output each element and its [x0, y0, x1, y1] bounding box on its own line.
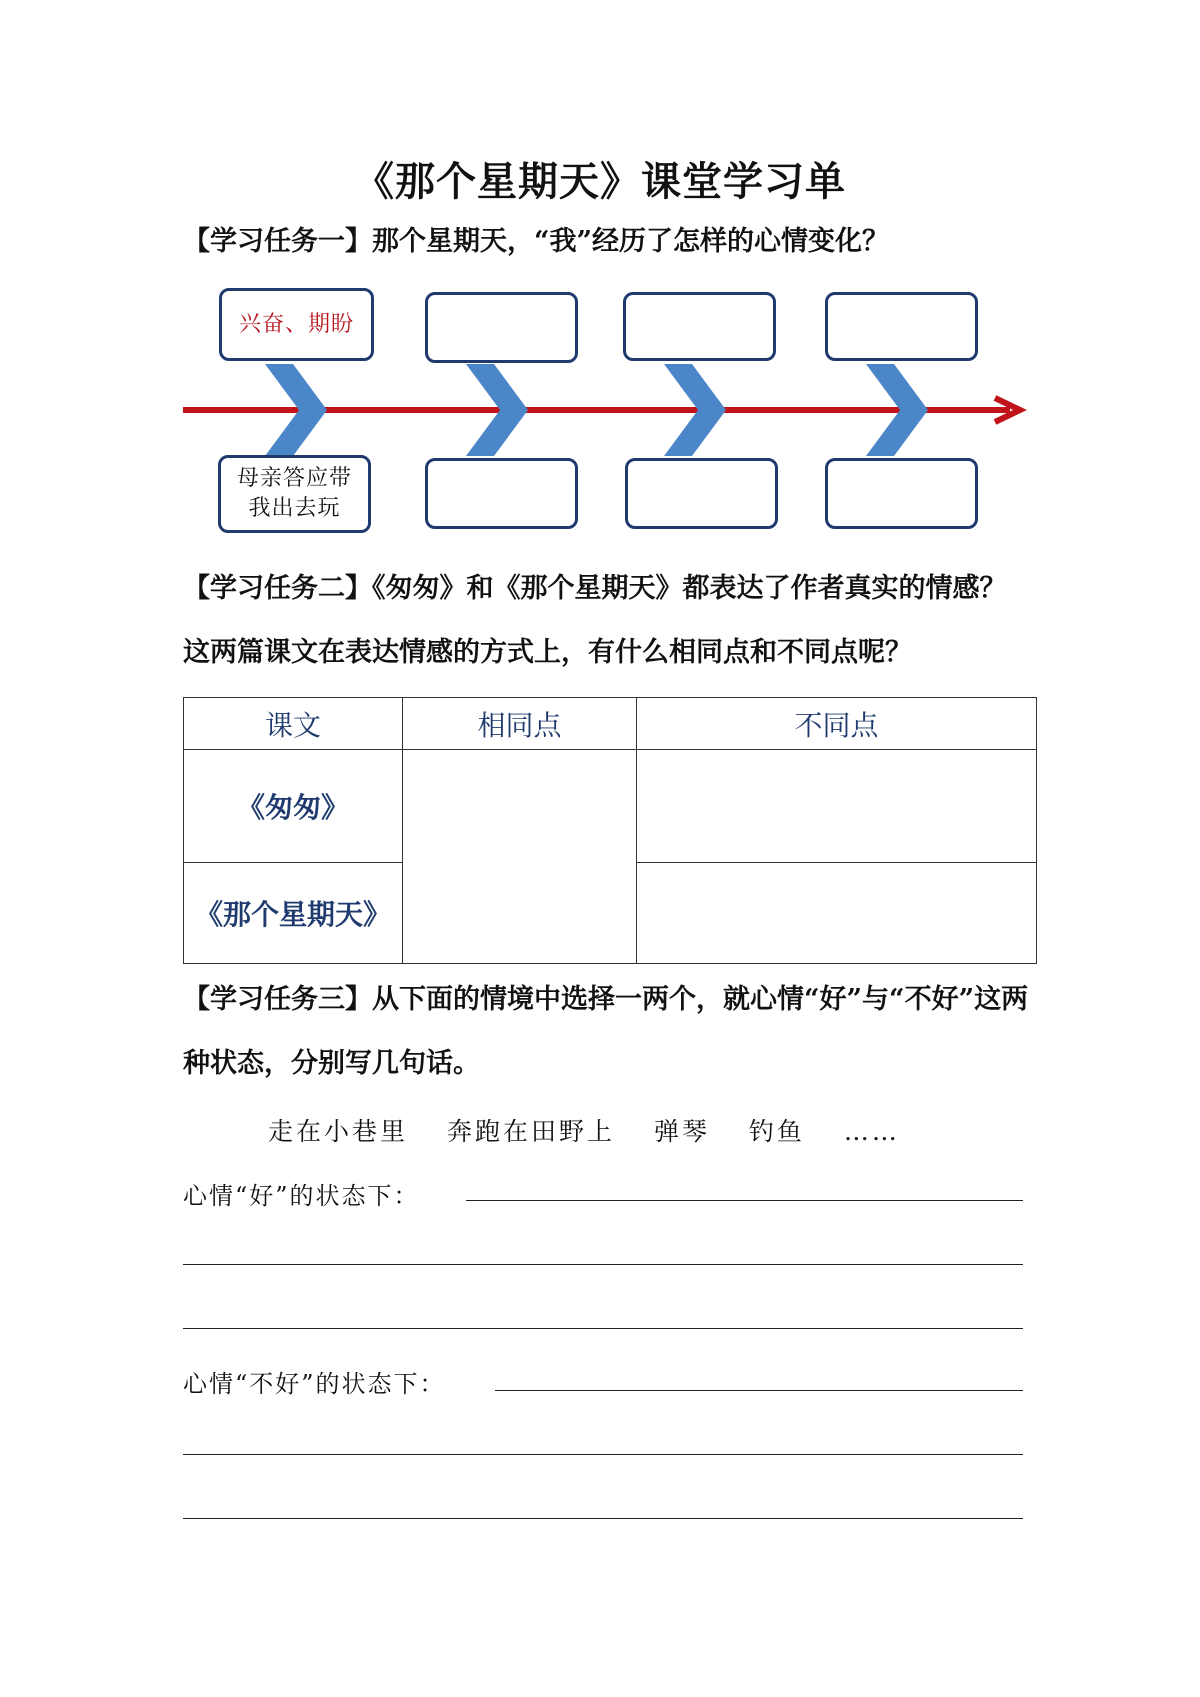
task3-question: 从下面的情境中选择一两个，就心情“好”与“不好”这两种状态，分别写几句话。: [183, 984, 1029, 1079]
bottom-event-box-1-text: 母亲答应带我出去玩: [236, 466, 352, 521]
scene-item: ……: [843, 1117, 900, 1146]
header-similarities: 相同点: [403, 698, 637, 750]
good-mood-label: 心情“好”的状态下：: [183, 1182, 420, 1210]
scene-item: 弹琴: [653, 1117, 710, 1146]
table-header-row: [184, 698, 1037, 750]
top-mood-box-1-text: 兴奋、期盼: [238, 311, 354, 337]
writing-line[interactable]: [183, 1454, 1023, 1455]
top-mood-box-1: [219, 288, 374, 361]
writing-line[interactable]: [183, 1518, 1023, 1519]
comparison-table: [183, 697, 1037, 964]
writing-line[interactable]: [495, 1390, 1023, 1391]
table-row: [184, 750, 1037, 863]
task3-label: 【学习任务三】: [183, 984, 372, 1015]
page-title: 《那个星期天》课堂学习单: [354, 158, 846, 205]
header-differences: 不同点: [637, 698, 1037, 750]
task2-question: 《匆匆》和《那个星期天》都表达了作者真实的情感？这两篇课文在表达情感的方式上，有什么相同点和不同点呢？: [183, 573, 1007, 668]
task2-heading: [183, 557, 1033, 685]
task1-label: 【学习任务一】: [183, 226, 372, 257]
header-text: 课文: [184, 698, 403, 750]
bad-mood-label: 心情“不好”的状态下：: [183, 1370, 446, 1398]
differences-cell-2[interactable]: [637, 863, 1037, 964]
differences-cell-1[interactable]: [637, 750, 1037, 863]
bottom-event-box-3[interactable]: [625, 458, 778, 529]
task2-label: 【学习任务二】: [183, 573, 372, 604]
scene-list: [268, 1112, 928, 1148]
writing-line[interactable]: [466, 1200, 1023, 1201]
row-title-2: 《那个星期天》: [184, 863, 403, 964]
scene-item: 钓鱼: [748, 1117, 805, 1146]
task1-question: 那个星期天，“我”经历了怎样的心情变化？: [372, 226, 890, 257]
writing-line[interactable]: [183, 1328, 1023, 1329]
bottom-event-box-4[interactable]: [825, 458, 978, 529]
writing-line[interactable]: [183, 1264, 1023, 1265]
mood-timeline-diagram: [0, 270, 1200, 550]
top-mood-box-4[interactable]: [825, 292, 978, 361]
top-mood-box-2[interactable]: [425, 292, 578, 363]
bottom-event-box-1: [218, 455, 371, 533]
task3-heading: [183, 968, 1033, 1096]
scene-item: 奔跑在田野上: [446, 1117, 615, 1146]
row-title-1: 《匆匆》: [184, 750, 403, 863]
scene-item: 走在小巷里: [268, 1117, 409, 1146]
top-mood-box-3[interactable]: [623, 292, 776, 361]
bottom-event-box-2[interactable]: [425, 458, 578, 529]
task1-heading: [183, 226, 1033, 258]
similarities-cell[interactable]: [403, 750, 637, 964]
